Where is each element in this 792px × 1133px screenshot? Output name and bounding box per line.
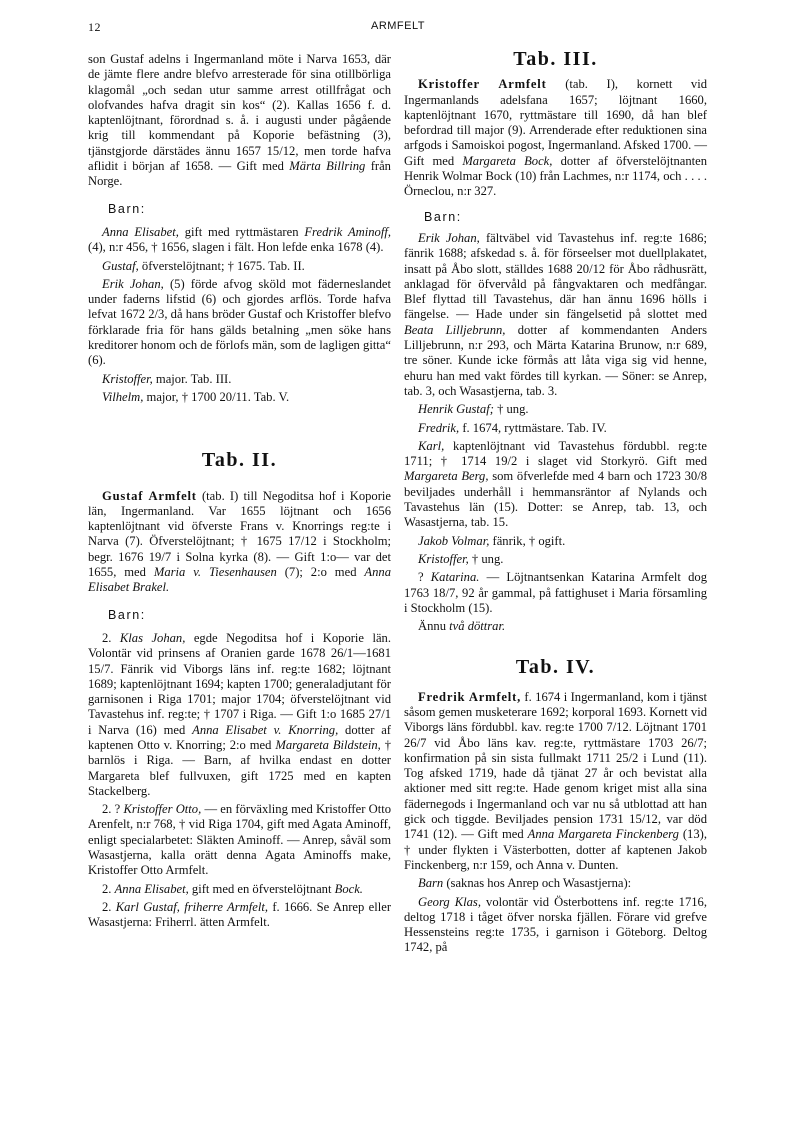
child-entry: Karl, kaptenlöjtnant vid Tavastehus fördubbl. reg:te 1711; † 1714 19/2 i slaget vid Storkyrö. Gift med Margareta Berg, som öfverlefde med 4 barn och 1723 30/8 beviljades underhåll i hemmansräntor af Nylands och Tavastehus län (15). Dotter: se Anrep, tab. 13, och Wasastjerna, tab. 15.	[404, 438, 707, 530]
page-number: 12	[88, 20, 101, 34]
left-column	[88, 52, 391, 934]
child-entry: 2. Klas Johan, egde Negoditsa hof i Koporie län. Volontär vid prinsens af Oranien garde 1678 26/1—1681 15/7. Fänrik vid Viborgs läns inf. reg:te 1682; löjtnant 1689; kaptenlöjtnant 1694; kapten 1700; generaladjutant för garnisonen i Riga 1701; major 1704; öfverstelöjtnant vid Tavastehus inf. reg:te; † 1707 i Riga. — Gift 1:o 1685 27/1 i Narva (16) med Anna Elisabet v. Knorring, dotter af kaptenen Otto v. Knorring; 2:o med Margareta Bildstein, † barnlös i Riga. — Barn, af hvilka endast en dotter Margareta blef fullvuxen, gift 1725 med en kapten Stackelberg.	[88, 630, 392, 798]
child-entry: Vilhelm, major, † 1700 20/11. Tab. V.	[102, 389, 290, 404]
child-entry: 2. Anna Elisabet, gift med en öfverstelöjtnant Bock.	[102, 881, 363, 896]
barn-label: Barn:	[424, 209, 462, 224]
child-entry: ? Katarina. — Löjtnantsenkan Katarina Armfelt dog 1763 18/7, 92 år gammal, på fattighuset i Maria församling i Stockholm (15).	[404, 570, 707, 615]
section-heading-tab-4: Tab. IV.	[515, 656, 596, 679]
tab2-paragraph: Gustaf Armfelt (tab. I) till Negoditsa hof i Koporie län, Ingermanland. Var 1655 löjtnant och 1656 kaptenlöjtnant vid öfverste Frans v. Knorrings reg:te i Narva (7). Öfverstelöjtnant; † 1675 17/12 i Stockholm; begr. 1676 19/7 i Solna kyrka (8). — Gift 1:o— var det 1655, med Maria v. Tiesenhausen (7); 2:o med Anna Elisabet Brakel.	[88, 488, 391, 595]
intro-paragraph: son Gustaf adelns i Ingermanland möte i Narva 1653, där de jämte flere andre blefvo arresterade för sina otillbörliga klagomål „och sedan utur samme arrest otillfrågat och olofvandes hafva dragit sin kos“ (2). Kallas 1656 f. d. kaptenlöjtnant, förordnad s. å. i augusti under pågående krig till kommendant på Koporie befästning (3), tjänstgjorde därstädes ännu 1657 15/12, men torde hafva aflidit i början af 1658. — Gift med Märta Billring från Norge.	[88, 52, 391, 189]
barn-note: Barn (saknas hos Anrep och Wasastjerna):	[418, 876, 632, 891]
child-entry: Anna Elisabet, gift med ryttmästaren Fredrik Aminoff, (4), n:r 456, † 1656, slagen i fält. Hon lefde enka 1678 (4).	[88, 224, 392, 255]
child-entry: Kristoffer, major. Tab. III.	[102, 371, 232, 386]
section-heading-tab-3: Tab. III.	[513, 48, 598, 70]
tab4-paragraph: Fredrik Armfelt, f. 1674 i Ingermanland, kom i tjänst såsom gemen musketerare 1692; korporal 1693. Kornett vid Viborgs läns fördubbl. kav. reg:te 1700 7/12. Löjtnant 1701 26/7 vid Åbo läns kav. reg:te, ryttmästare 1703 26/7; konfirmation på sin sista fullmakt 1711 25/2 i Lund (11). Tog afsked 1719, hade då tjänat 27 år och bevistat alla aktioner med sitt reg:te. Hade genom kriget mist alla sina fädernegods i Ingermanland och var nu så utblottad att han gick och tiggde. Beviljades pension 1731 15/12, var död 1741 (12). — Gift med Anna Margareta Finckenberg (13), † under flykten i Västerbotten, dotter af kaptenen Jakob Finckenberg, n:r 159, och Anna v. Dunten.	[404, 689, 707, 872]
right-column	[404, 48, 708, 959]
child-entry: Georg Klas, volontär vid Österbottens inf. reg:te 1716, deltog 1718 i tåget öfver norska fjällen. Förare vid grefve Hessensteins reg:te 1735, i garnison i Göteborg. Deltog 1742, på	[404, 894, 707, 955]
child-entry: Kristoffer, † ung.	[418, 551, 504, 566]
child-entry: Erik Johan, (5) förde afvog sköld mot fäderneslandet under faderns lifstid (6) och gjordes arflös. Torde hafva lefvat 1672 2/3, då hans bröder Gustaf och Kristoffer blefvo förklarade fria för hans gälds betalning „men söke hans kreditorer honom och de förlofs män, som de lagligen gitta“ (6).	[88, 276, 391, 368]
child-entry: Gustaf, öfverstelöjtnant; † 1675. Tab. II.	[102, 258, 305, 273]
barn-label: Barn:	[108, 201, 146, 216]
section-heading-tab-2: Tab. II.	[201, 449, 278, 472]
child-entry: 2. Karl Gustaf, friherre Armfelt, f. 1666. Se Anrep eller Wasastjerna: Friherrl. ätten Armfelt.	[88, 899, 392, 930]
running-title: ARMFELT	[370, 20, 426, 32]
child-entry: Erik Johan, fältväbel vid Tavastehus inf. reg:te 1686; fänrik 1688; afskedad s. å. för förseelser mot duellplakatet, insatt på Åbo slott, ställdes 1688 20/12 för Åbo rådhusrätt, anklagad för öfvervåld på fångvaktaren och medfångar. Blef flyttad till Tavastehus, där han ännu 1696 hölls i fängelse. — Hade under sin fängelsetid på slottet med Beata Lilljebrunn, dotter af kommendanten Anders Lilljebrunn, n:r 293, och Märta Katarina Brunow, n:r 689, tre söner. Kunde icke förmås att låta viga sig vid henne, ehuru han med vakt fördes till kyrkan. — Söner: se Anrep, tab. 3, och Wasastjerna, tab. 3.	[404, 230, 707, 398]
page-header	[88, 20, 708, 36]
child-entry: Fredrik, f. 1674, ryttmästare. Tab. IV.	[418, 420, 607, 435]
child-entry: Jakob Volmar, fänrik, † ogift.	[418, 533, 566, 548]
tab3-paragraph: Kristoffer Armfelt (tab. I), kornett vid Ingermanlands adelsfana 1657; löjtnant 1660, kaptenlöjtnant 1670, ryttmästare till 1690, då han blef befordrad till major (9). Arrenderade efter reduktionen sina arfgods i Samoiskoi pogost, Ingermanland. Afsked 1700. — Gift med Margareta Bock, dotter af öfverstelöjtnanten Henrik Wolmar Bock (10) från Lachmes, n:r 1174, och . . . . Örneclou, n:r 327.	[404, 77, 708, 199]
child-entry: Ännu två döttrar.	[418, 619, 506, 634]
child-entry: Henrik Gustaf; † ung.	[418, 402, 529, 417]
child-entry: 2. ? Kristoffer Otto, — en förväxling med Kristoffer Otto Arenfelt, n:r 768, † vid Riga 1704, gift med Agata Aminoff, enligt specialarbetet: Släkten Aminoff. — Anrep, såväl som Wasastjerna, kalla orätt denna Agata Aminoffs make, Kristoffer Otto Armfelt.	[88, 802, 392, 878]
barn-label: Barn:	[108, 607, 146, 622]
